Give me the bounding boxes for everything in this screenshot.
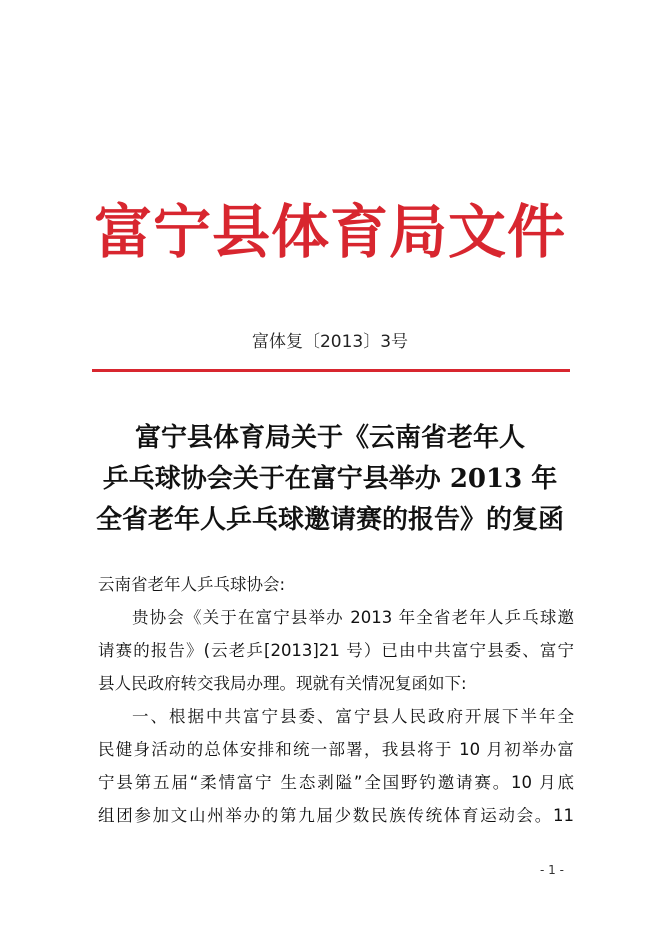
body-line: 宁县第五届“柔情富宁 生态剥隘”全国野钓邀请赛。10 月底 [98,773,574,792]
addressee: 云南省老年人乒乓球协会: [98,575,286,594]
body-line: 贵协会《关于在富宁县举办 2013 年全省老年人乒乓球邀 [132,608,574,627]
body-line: 县人民政府转交我局办理。现就有关情况复函如下: [98,674,467,693]
body-line: 请赛的报告》(云老乒[2013]21 号）已由中共富宁县委、富宁 [98,641,574,660]
document-title [0,418,660,541]
title-line: 富宁县体育局关于《云南省老年人 [134,423,525,453]
document-number: 富体复〔2013〕3号 [251,332,409,352]
document-header: 富宁县体育局文件 [93,198,566,266]
body-line: 民健身活动的总体安排和统一部署，我县将于 10 月初举办富 [98,740,574,759]
page-number: - 1 - [540,863,564,877]
title-line: 乒乓球协会关于在富宁县举办 2013 年 [102,464,558,494]
red-divider-line [92,369,570,372]
body-line: 一、根据中共富宁县委、富宁县人民政府开展下半年全 [132,707,574,726]
body-line: 组团参加文山州举办的第九届少数民族传统体育运动会。11 [98,806,574,825]
document-body [98,568,574,832]
title-line: 全省老年人乒乓球邀请赛的报告》的复函 [95,505,564,535]
